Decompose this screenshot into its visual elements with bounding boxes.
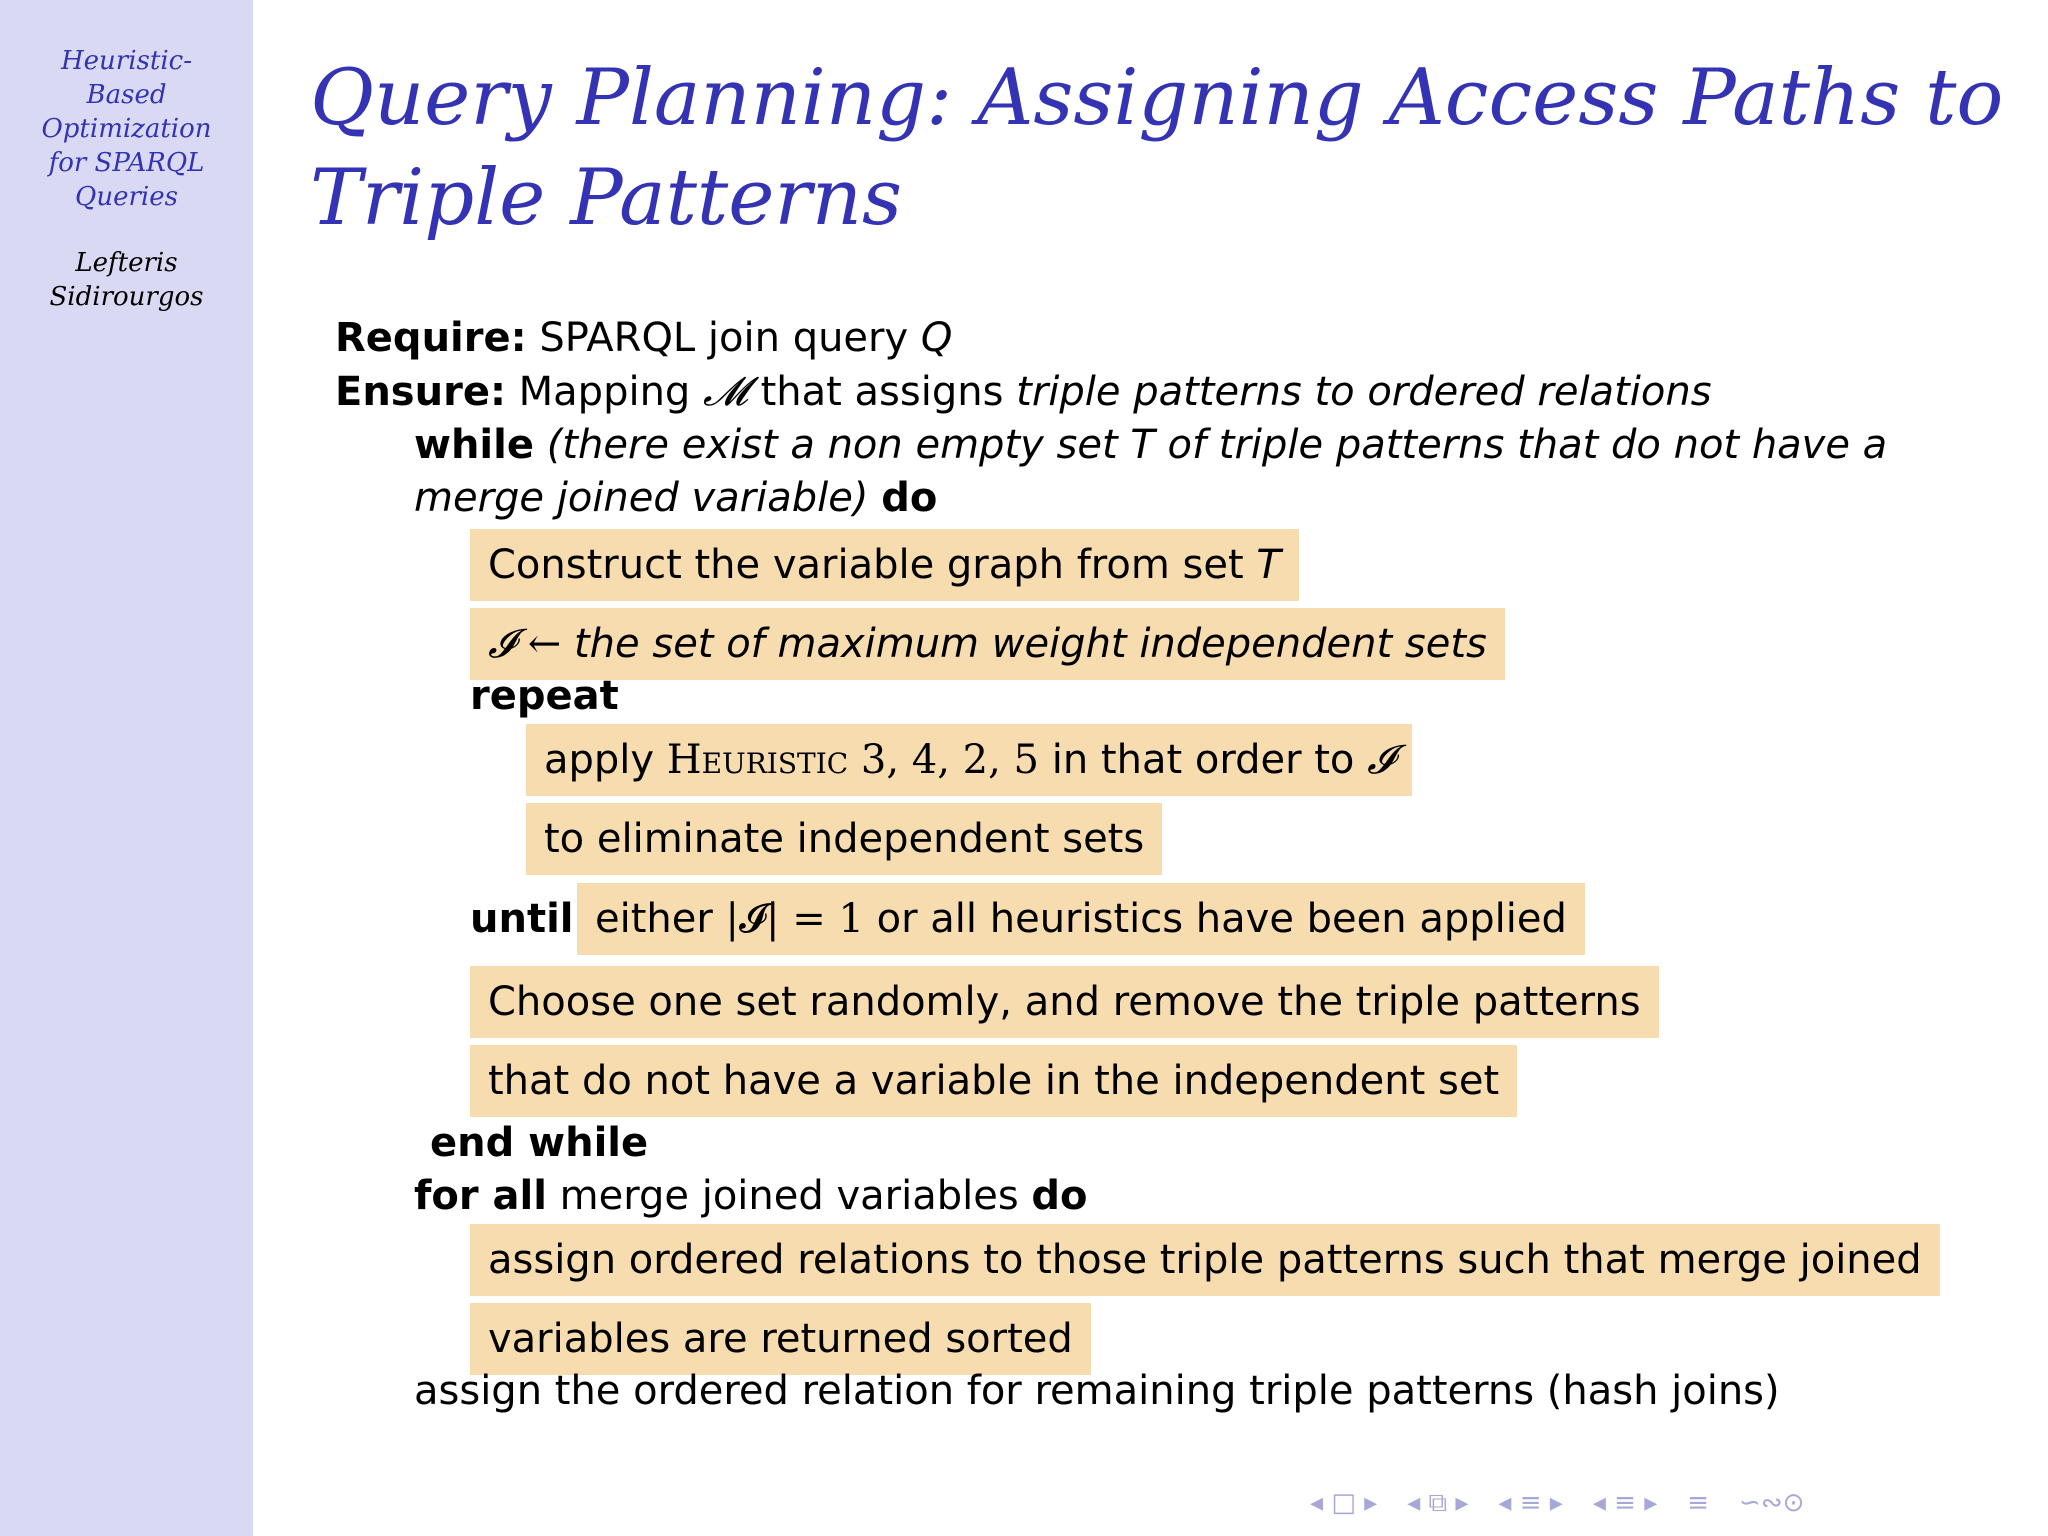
sidebar-title-line: Heuristic-: [60, 46, 192, 76]
beamer-navigation: [1310, 1488, 1804, 1519]
require-keyword: Require:: [335, 315, 527, 361]
while-condition: (there exist a non empty set T of triple patterns that do not have a: [546, 422, 1888, 468]
step-construct-graph: [470, 529, 1299, 601]
step-text: that do not have a variable in the independent set: [488, 1058, 1500, 1104]
step-text: the set of maximum weight independent sets: [574, 621, 1487, 667]
forall-text: merge joined variables: [559, 1173, 1019, 1219]
step-text: either: [595, 896, 713, 942]
step-text: or all heuristics have been applied: [876, 896, 1567, 942]
ensure-keyword: Ensure:: [335, 369, 506, 415]
step-text: variables are returned sorted: [488, 1316, 1073, 1362]
step-text: Construct the variable graph from set: [488, 542, 1244, 588]
require-text: SPARQL join query: [539, 315, 909, 361]
i-symbol: 𝓘: [1367, 737, 1395, 783]
end-while-line: [430, 1116, 648, 1170]
set-var: T: [1256, 542, 1281, 588]
while-keyword: while: [414, 422, 534, 468]
heuristic-numbers: 3, 4, 2, 5: [860, 737, 1040, 783]
ensure-line: [335, 365, 1712, 419]
repeat-line: [470, 669, 619, 723]
slide-title: [310, 48, 2010, 248]
sidebar: [0, 0, 253, 1536]
nav-frame-icon[interactable]: ◂ □ ▸: [1310, 1488, 1378, 1518]
step-assign-1: [470, 1224, 1940, 1296]
step-text: Choose one set randomly, and remove the triple patterns: [488, 979, 1641, 1025]
step-text: in that order to: [1051, 737, 1355, 783]
ensure-text: that assigns: [760, 369, 1004, 415]
while-line: [414, 418, 1887, 472]
nav-subsection-icon[interactable]: ◂ ⧉ ▸: [1407, 1488, 1469, 1518]
step-text: apply: [544, 737, 655, 783]
until-keyword-line: [470, 892, 574, 946]
sidebar-title-line: Based: [86, 80, 167, 110]
forall-keyword: for all: [414, 1173, 547, 1219]
i-assign-symbol: 𝓘 ←: [488, 621, 562, 667]
require-line: [335, 311, 952, 365]
slide-title-line-2: Triple Patterns: [310, 153, 902, 243]
do-keyword: do: [881, 475, 938, 521]
nav-document-icon[interactable]: ◂ ≡ ▸: [1592, 1488, 1658, 1518]
until-keyword: until: [470, 896, 574, 942]
sidebar-title-line: for SPARQL: [48, 148, 205, 178]
nav-appendix-icon[interactable]: ≡: [1687, 1488, 1710, 1518]
while-condition-cont: merge joined variable): [414, 475, 869, 521]
repeat-keyword: repeat: [470, 673, 619, 719]
end-while-keyword: end while: [430, 1120, 649, 1166]
ensure-italic-text: triple patterns to ordered relations: [1016, 369, 1712, 415]
final-text: assign the ordered relation for remaining triple patterns (hash joins): [414, 1368, 1780, 1414]
nav-section-icon[interactable]: ◂ ≡ ▸: [1498, 1488, 1563, 1518]
sidebar-author: [0, 246, 253, 314]
sidebar-title-line: Optimization: [41, 114, 212, 144]
nav-search-icon[interactable]: ∽∾⊙: [1739, 1488, 1805, 1518]
sidebar-author-line: Lefteris: [75, 248, 178, 278]
step-text: to eliminate independent sets: [544, 816, 1145, 862]
step-apply-heuristics: [526, 724, 1412, 796]
forall-line: [414, 1169, 1088, 1223]
slide-title-line-1: Query Planning: Assigning Access Paths to: [310, 53, 2004, 143]
step-choose-1: [470, 966, 1659, 1038]
sidebar-presentation-title[interactable]: [0, 44, 253, 214]
ensure-text: Mapping: [518, 369, 691, 415]
require-var: Q: [920, 315, 953, 361]
step-choose-2: [470, 1045, 1517, 1117]
until-math: |𝓘| = 1: [725, 896, 864, 942]
step-independent-sets: [470, 608, 1505, 680]
final-line: [414, 1364, 1780, 1418]
while-line-2: [414, 471, 937, 525]
do-keyword: do: [1031, 1173, 1088, 1219]
sidebar-title-line: Queries: [75, 182, 178, 212]
heuristic-label: Heuristic: [666, 737, 849, 783]
step-until-condition: [577, 883, 1585, 955]
step-eliminate: [526, 803, 1162, 875]
sidebar-author-line: Sidirourgos: [49, 282, 204, 312]
step-text: assign ordered relations to those triple patterns such that merge joined: [488, 1237, 1922, 1283]
mapping-symbol: 𝓜: [703, 369, 748, 415]
